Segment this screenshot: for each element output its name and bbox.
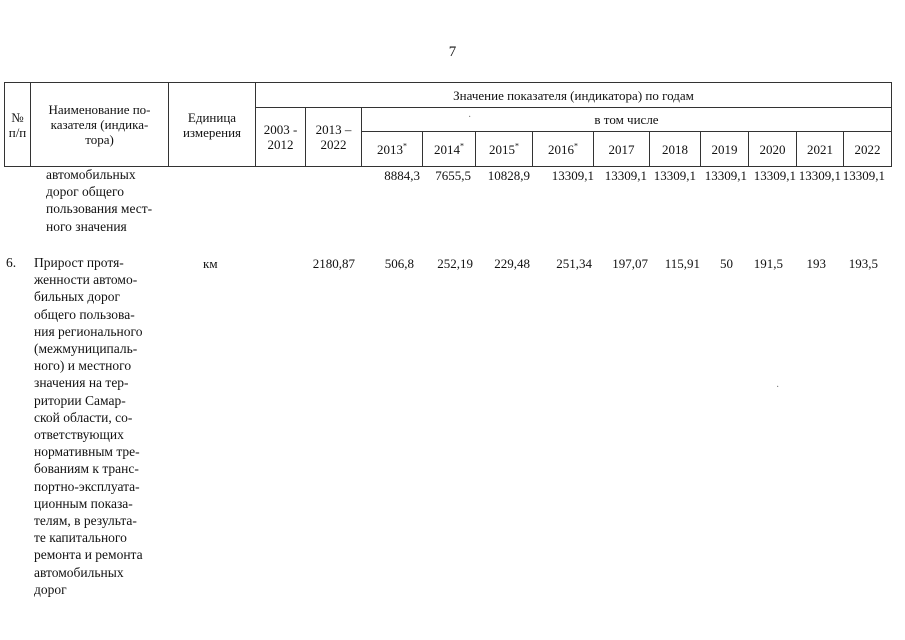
header-year-2013 bbox=[362, 132, 423, 167]
header-year-2015 bbox=[476, 132, 533, 167]
header-group-label: Значение показателя (индикатора) по годам bbox=[453, 87, 694, 103]
continuation-name-text: автомобильных дорог общего пользования мест- ного значения bbox=[46, 167, 153, 234]
cont-value-2016: 13309,1 bbox=[551, 168, 594, 183]
header-subgroup bbox=[362, 108, 892, 132]
header-year-2021 bbox=[797, 132, 844, 167]
scan-speck: · bbox=[776, 382, 780, 393]
cont-value-2022: 13309,1 bbox=[842, 168, 885, 183]
r6-value-2019: 50 bbox=[720, 256, 733, 271]
r6-value-2015: 229,48 bbox=[494, 256, 530, 271]
header-year-2018 bbox=[650, 132, 701, 167]
header-col-name-label: Наименование по- казателя (индика- тора) bbox=[48, 102, 151, 147]
year-label: 2019 bbox=[711, 141, 738, 157]
r6-value-2014: 252,19 bbox=[437, 256, 473, 271]
year-mark: * bbox=[574, 141, 578, 151]
row-6-total: 2180,87 bbox=[312, 256, 355, 271]
r6-value-2021: 193 bbox=[806, 256, 826, 271]
header-col-number-label: № п/п bbox=[8, 109, 27, 140]
scan-speck: · bbox=[468, 112, 472, 123]
r6-value-2017: 197,07 bbox=[612, 256, 648, 271]
cont-value-2020: 13309,1 bbox=[753, 168, 796, 183]
year-label: 2016 bbox=[548, 141, 574, 157]
year-label: 2018 bbox=[662, 141, 688, 157]
header-period-1-label: 2003 - 2012 bbox=[263, 122, 298, 152]
header-period-2-label: 2013 – 2022 bbox=[315, 122, 352, 152]
header-period-1 bbox=[256, 108, 306, 167]
header-year-2020 bbox=[749, 132, 797, 167]
year-label: 2013 bbox=[377, 141, 403, 157]
year-label: 2015 bbox=[489, 141, 515, 157]
cont-value-2013: 8884,3 bbox=[384, 168, 420, 183]
r6-value-2013: 506,8 bbox=[384, 256, 414, 271]
cont-value-2014: 7655,5 bbox=[435, 168, 471, 183]
year-mark: * bbox=[515, 141, 519, 151]
header-period-2 bbox=[306, 108, 362, 167]
r6-value-2018: 115,91 bbox=[664, 256, 700, 271]
row-6-number: 6. bbox=[6, 255, 17, 270]
header-col-unit bbox=[169, 83, 256, 167]
header-col-name bbox=[31, 83, 169, 167]
header-col-unit-label: Единица измерения bbox=[182, 109, 242, 140]
header-col-number bbox=[5, 83, 31, 167]
year-label: 2014 bbox=[434, 141, 460, 157]
header-subgroup-label: в том числе bbox=[594, 112, 659, 127]
cont-value-2015: 10828,9 bbox=[487, 168, 530, 183]
r6-value-2016: 251,34 bbox=[556, 256, 592, 271]
header-year-2017 bbox=[594, 132, 650, 167]
year-label: 2021 bbox=[807, 141, 833, 157]
year-label: 2017 bbox=[608, 141, 635, 157]
r6-value-2022: 193,5 bbox=[848, 256, 878, 271]
year-mark: * bbox=[460, 141, 464, 151]
year-label: 2020 bbox=[759, 141, 786, 157]
header-group-values bbox=[256, 83, 892, 108]
header-year-2014 bbox=[423, 132, 476, 167]
r6-value-2020: 191,5 bbox=[753, 256, 783, 271]
header-year-2019 bbox=[701, 132, 749, 167]
year-mark: * bbox=[403, 141, 407, 151]
cont-value-2019: 13309,1 bbox=[704, 168, 747, 183]
row-6-unit: км bbox=[203, 256, 218, 271]
cont-value-2018: 13309,1 bbox=[653, 168, 696, 183]
header-year-2016 bbox=[533, 132, 594, 167]
header-year-2022 bbox=[844, 132, 892, 167]
page-number: 7 bbox=[448, 44, 457, 60]
row-6-name-text: Прирост протя- женности автомо- бильных дорог общего пользова- ния регионального (межмуниципаль- ного) и местного значения на тер- ритории Самар- ской области, со- ответствующих нормативным тре- бованиям к транс- портно-эксплуата- ционным показа- телям, в результа- те капитального ремонта и ремонта автомобильных дорог bbox=[34, 255, 143, 597]
year-label: 2022 bbox=[854, 141, 881, 157]
cont-value-2021: 13309,1 bbox=[798, 168, 841, 183]
cont-value-2017: 13309,1 bbox=[604, 168, 647, 183]
table-header bbox=[4, 82, 892, 167]
